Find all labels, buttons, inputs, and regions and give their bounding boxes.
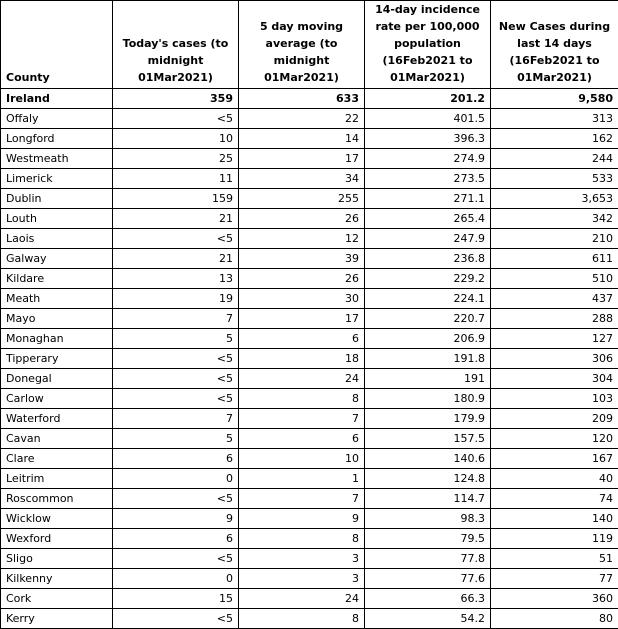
header-line: 01Mar2021) bbox=[370, 69, 485, 86]
moving-average-cell: 24 bbox=[239, 369, 365, 389]
moving-average-cell: 34 bbox=[239, 169, 365, 189]
county-cell: Longford bbox=[1, 129, 113, 149]
todays-cases-cell: 9 bbox=[113, 509, 239, 529]
todays-cases-cell: 359 bbox=[113, 89, 239, 109]
header-line: 01Mar2021) bbox=[118, 69, 233, 86]
incidence-rate-cell: 191 bbox=[365, 369, 491, 389]
county-cell: Louth bbox=[1, 209, 113, 229]
new-cases-cell: 119 bbox=[491, 529, 618, 549]
header-line: 5 day moving bbox=[244, 18, 359, 35]
header-line: midnight bbox=[118, 52, 233, 69]
county-cell: Kilkenny bbox=[1, 569, 113, 589]
table-row bbox=[1, 369, 618, 389]
todays-cases-cell: 5 bbox=[113, 329, 239, 349]
incidence-rate-cell: 236.8 bbox=[365, 249, 491, 269]
county-cell: Ireland bbox=[1, 89, 113, 109]
todays-cases-cell: <5 bbox=[113, 609, 239, 629]
table-row bbox=[1, 109, 618, 129]
table-row bbox=[1, 269, 618, 289]
header-new-cases bbox=[491, 1, 618, 89]
moving-average-cell: 14 bbox=[239, 129, 365, 149]
moving-average-cell: 633 bbox=[239, 89, 365, 109]
new-cases-cell: 40 bbox=[491, 469, 618, 489]
new-cases-cell: 533 bbox=[491, 169, 618, 189]
incidence-rate-cell: 79.5 bbox=[365, 529, 491, 549]
moving-average-cell: 255 bbox=[239, 189, 365, 209]
header-line: 14-day incidence bbox=[370, 1, 485, 18]
county-cell: Roscommon bbox=[1, 489, 113, 509]
county-cell: Donegal bbox=[1, 369, 113, 389]
incidence-rate-cell: 206.9 bbox=[365, 329, 491, 349]
incidence-rate-cell: 179.9 bbox=[365, 409, 491, 429]
county-cell: Kerry bbox=[1, 609, 113, 629]
incidence-rate-cell: 77.6 bbox=[365, 569, 491, 589]
incidence-rate-cell: 114.7 bbox=[365, 489, 491, 509]
moving-average-cell: 8 bbox=[239, 609, 365, 629]
incidence-rate-cell: 220.7 bbox=[365, 309, 491, 329]
todays-cases-cell: 0 bbox=[113, 569, 239, 589]
county-cell: Laois bbox=[1, 229, 113, 249]
new-cases-cell: 80 bbox=[491, 609, 618, 629]
county-cell: Tipperary bbox=[1, 349, 113, 369]
new-cases-cell: 313 bbox=[491, 109, 618, 129]
incidence-rate-cell: 180.9 bbox=[365, 389, 491, 409]
county-cell: Limerick bbox=[1, 169, 113, 189]
county-cell: Cavan bbox=[1, 429, 113, 449]
todays-cases-cell: 21 bbox=[113, 249, 239, 269]
header-row bbox=[1, 1, 618, 89]
new-cases-cell: 3,653 bbox=[491, 189, 618, 209]
table-row bbox=[1, 529, 618, 549]
county-cell: Leitrim bbox=[1, 469, 113, 489]
incidence-rate-cell: 157.5 bbox=[365, 429, 491, 449]
table-row bbox=[1, 589, 618, 609]
county-cell: Dublin bbox=[1, 189, 113, 209]
todays-cases-cell: 0 bbox=[113, 469, 239, 489]
todays-cases-cell: 15 bbox=[113, 589, 239, 609]
moving-average-cell: 22 bbox=[239, 109, 365, 129]
todays-cases-cell: 13 bbox=[113, 269, 239, 289]
header-incidence-rate bbox=[365, 1, 491, 89]
moving-average-cell: 10 bbox=[239, 449, 365, 469]
table-row bbox=[1, 489, 618, 509]
incidence-rate-cell: 77.8 bbox=[365, 549, 491, 569]
new-cases-cell: 611 bbox=[491, 249, 618, 269]
county-cell: Mayo bbox=[1, 309, 113, 329]
moving-average-cell: 3 bbox=[239, 569, 365, 589]
todays-cases-cell: 25 bbox=[113, 149, 239, 169]
county-cell: Wexford bbox=[1, 529, 113, 549]
new-cases-cell: 140 bbox=[491, 509, 618, 529]
table-row bbox=[1, 389, 618, 409]
new-cases-cell: 162 bbox=[491, 129, 618, 149]
table-row bbox=[1, 429, 618, 449]
county-cell: Westmeath bbox=[1, 149, 113, 169]
todays-cases-cell: 19 bbox=[113, 289, 239, 309]
county-cell: Offaly bbox=[1, 109, 113, 129]
moving-average-cell: 6 bbox=[239, 329, 365, 349]
total-row bbox=[1, 89, 618, 109]
table-row bbox=[1, 509, 618, 529]
county-cell: Clare bbox=[1, 449, 113, 469]
new-cases-cell: 244 bbox=[491, 149, 618, 169]
moving-average-cell: 7 bbox=[239, 409, 365, 429]
table-row bbox=[1, 549, 618, 569]
table-row bbox=[1, 289, 618, 309]
header-line: (16Feb2021 to bbox=[496, 52, 613, 69]
todays-cases-cell: <5 bbox=[113, 349, 239, 369]
incidence-rate-cell: 224.1 bbox=[365, 289, 491, 309]
new-cases-cell: 210 bbox=[491, 229, 618, 249]
header-county: County bbox=[1, 1, 113, 89]
new-cases-cell: 342 bbox=[491, 209, 618, 229]
table-row bbox=[1, 469, 618, 489]
header-line: 01Mar2021) bbox=[244, 69, 359, 86]
moving-average-cell: 18 bbox=[239, 349, 365, 369]
county-cell: Carlow bbox=[1, 389, 113, 409]
todays-cases-cell: <5 bbox=[113, 109, 239, 129]
moving-average-cell: 7 bbox=[239, 489, 365, 509]
county-cell: Sligo bbox=[1, 549, 113, 569]
todays-cases-cell: 11 bbox=[113, 169, 239, 189]
todays-cases-cell: 6 bbox=[113, 449, 239, 469]
new-cases-cell: 103 bbox=[491, 389, 618, 409]
table-row bbox=[1, 569, 618, 589]
todays-cases-cell: 7 bbox=[113, 409, 239, 429]
todays-cases-cell: <5 bbox=[113, 229, 239, 249]
incidence-rate-cell: 66.3 bbox=[365, 589, 491, 609]
todays-cases-cell: 10 bbox=[113, 129, 239, 149]
table-row bbox=[1, 249, 618, 269]
table-row bbox=[1, 169, 618, 189]
header-moving-average bbox=[239, 1, 365, 89]
new-cases-cell: 306 bbox=[491, 349, 618, 369]
header-line: 01Mar2021) bbox=[496, 69, 613, 86]
table-row bbox=[1, 189, 618, 209]
incidence-rate-cell: 54.2 bbox=[365, 609, 491, 629]
incidence-rate-cell: 98.3 bbox=[365, 509, 491, 529]
new-cases-cell: 127 bbox=[491, 329, 618, 349]
table-body bbox=[1, 89, 618, 629]
todays-cases-cell: 6 bbox=[113, 529, 239, 549]
new-cases-cell: 510 bbox=[491, 269, 618, 289]
moving-average-cell: 9 bbox=[239, 509, 365, 529]
header-line: average (to bbox=[244, 35, 359, 52]
new-cases-cell: 167 bbox=[491, 449, 618, 469]
moving-average-cell: 17 bbox=[239, 149, 365, 169]
incidence-rate-cell: 274.9 bbox=[365, 149, 491, 169]
table-row bbox=[1, 229, 618, 249]
new-cases-cell: 288 bbox=[491, 309, 618, 329]
moving-average-cell: 39 bbox=[239, 249, 365, 269]
moving-average-cell: 6 bbox=[239, 429, 365, 449]
todays-cases-cell: <5 bbox=[113, 549, 239, 569]
moving-average-cell: 3 bbox=[239, 549, 365, 569]
todays-cases-cell: <5 bbox=[113, 489, 239, 509]
incidence-rate-cell: 396.3 bbox=[365, 129, 491, 149]
todays-cases-cell: <5 bbox=[113, 389, 239, 409]
new-cases-cell: 9,580 bbox=[491, 89, 618, 109]
new-cases-cell: 360 bbox=[491, 589, 618, 609]
moving-average-cell: 1 bbox=[239, 469, 365, 489]
county-cell: Meath bbox=[1, 289, 113, 309]
header-line: rate per 100,000 bbox=[370, 18, 485, 35]
todays-cases-cell: 7 bbox=[113, 309, 239, 329]
moving-average-cell: 8 bbox=[239, 389, 365, 409]
todays-cases-cell: 159 bbox=[113, 189, 239, 209]
new-cases-cell: 120 bbox=[491, 429, 618, 449]
header-todays-cases bbox=[113, 1, 239, 89]
table-row bbox=[1, 449, 618, 469]
incidence-rate-cell: 191.8 bbox=[365, 349, 491, 369]
new-cases-cell: 77 bbox=[491, 569, 618, 589]
table-row bbox=[1, 309, 618, 329]
moving-average-cell: 26 bbox=[239, 269, 365, 289]
moving-average-cell: 30 bbox=[239, 289, 365, 309]
incidence-rate-cell: 124.8 bbox=[365, 469, 491, 489]
county-cell: Cork bbox=[1, 589, 113, 609]
county-cell: Waterford bbox=[1, 409, 113, 429]
moving-average-cell: 24 bbox=[239, 589, 365, 609]
todays-cases-cell: 5 bbox=[113, 429, 239, 449]
county-cell: Galway bbox=[1, 249, 113, 269]
moving-average-cell: 17 bbox=[239, 309, 365, 329]
county-cell: Monaghan bbox=[1, 329, 113, 349]
header-line: population bbox=[370, 35, 485, 52]
todays-cases-cell: 21 bbox=[113, 209, 239, 229]
moving-average-cell: 8 bbox=[239, 529, 365, 549]
new-cases-cell: 437 bbox=[491, 289, 618, 309]
header-line: New Cases during bbox=[496, 18, 613, 35]
table-row bbox=[1, 609, 618, 629]
table-row bbox=[1, 329, 618, 349]
new-cases-cell: 209 bbox=[491, 409, 618, 429]
table-row bbox=[1, 409, 618, 429]
county-cell: Kildare bbox=[1, 269, 113, 289]
header-line: (16Feb2021 to bbox=[370, 52, 485, 69]
incidence-rate-cell: 265.4 bbox=[365, 209, 491, 229]
table-row bbox=[1, 129, 618, 149]
incidence-rate-cell: 140.6 bbox=[365, 449, 491, 469]
incidence-rate-cell: 271.1 bbox=[365, 189, 491, 209]
county-cell: Wicklow bbox=[1, 509, 113, 529]
header-line: last 14 days bbox=[496, 35, 613, 52]
incidence-rate-cell: 273.5 bbox=[365, 169, 491, 189]
todays-cases-cell: <5 bbox=[113, 369, 239, 389]
incidence-rate-cell: 401.5 bbox=[365, 109, 491, 129]
new-cases-cell: 304 bbox=[491, 369, 618, 389]
incidence-rate-cell: 247.9 bbox=[365, 229, 491, 249]
new-cases-cell: 51 bbox=[491, 549, 618, 569]
table-row bbox=[1, 349, 618, 369]
incidence-rate-cell: 229.2 bbox=[365, 269, 491, 289]
incidence-rate-cell: 201.2 bbox=[365, 89, 491, 109]
table-row bbox=[1, 209, 618, 229]
header-line: midnight bbox=[244, 52, 359, 69]
moving-average-cell: 26 bbox=[239, 209, 365, 229]
new-cases-cell: 74 bbox=[491, 489, 618, 509]
moving-average-cell: 12 bbox=[239, 229, 365, 249]
table-row bbox=[1, 149, 618, 169]
header-line: Today's cases (to bbox=[118, 35, 233, 52]
